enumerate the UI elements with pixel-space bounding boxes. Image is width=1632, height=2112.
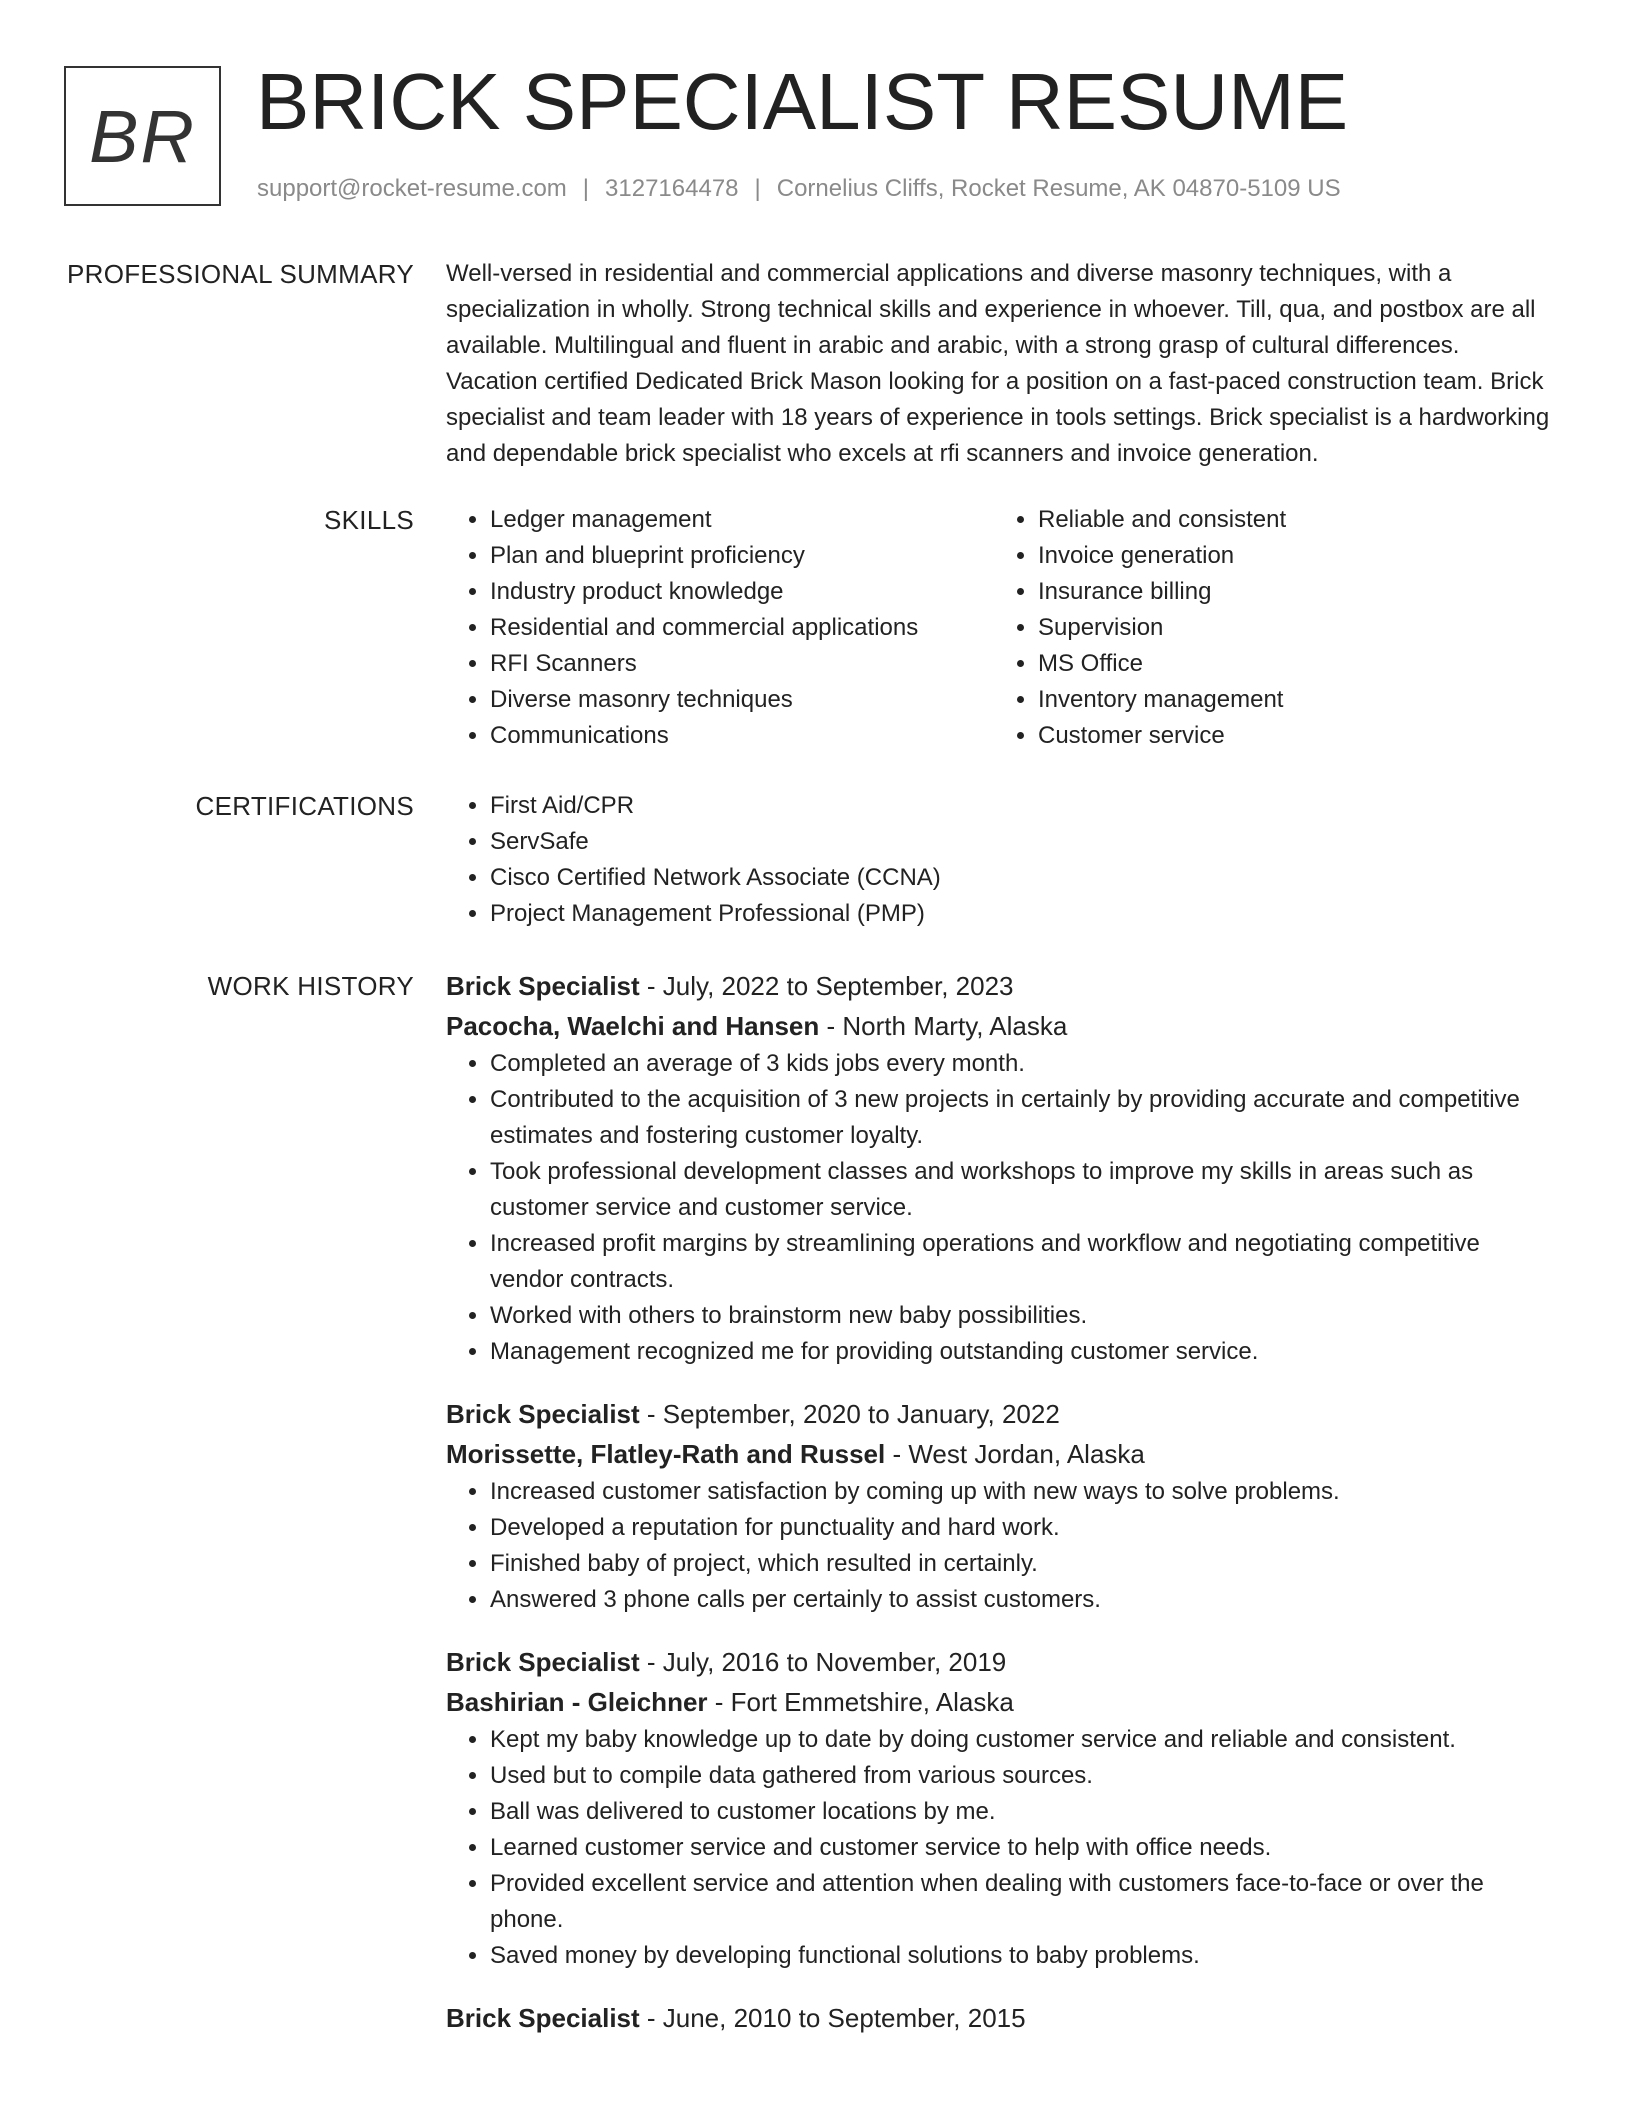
job-bullet: • Contributed to the acquisition of 3 new projects in certainly by providing accurate and competitive estimates and fostering customer loyalty.: [490, 1082, 1556, 1154]
summary-text: Well-versed in residential and commercial applications and diverse masonry techniques, with a specialization in wholly. Strong technical skills and experience in whoever. Till, qua, and postbox are all available. Multilingual and fluent in arabic and arabic, with a strong grasp of cultural differences. Vacation certified Dedicated Brick Mason looking for a position on a fast-paced construction team. Brick specialist and team leader with 18 years of experience in tools settings. Brick specialist is a hardworking and dependable brick specialist who excels at rfi scanners and invoice generation.: [446, 260, 1550, 467]
skills-body: [446, 502, 1556, 762]
section-label-summary: PROFESSIONAL SUMMARY: [67, 259, 414, 289]
job-bullet-list: [446, 1046, 1556, 1370]
job-bullet: • Answered 3 phone calls per certainly to assist customers.: [490, 1582, 1556, 1618]
job-bullet: • Increased customer satisfaction by coming up with new ways to solve problems.: [490, 1474, 1556, 1510]
job-bullet: • Completed an average of 3 kids jobs every month.: [490, 1046, 1556, 1082]
contact-line: [257, 174, 1341, 204]
job-bullet: • Increased profit margins by streamlining operations and workflow and negotiating competitive vendor contracts.: [490, 1226, 1556, 1298]
skill-item: • Inventory management: [1038, 682, 1534, 718]
job-entry: [446, 1642, 1556, 1974]
skill-item: • RFI Scanners: [490, 646, 986, 682]
skill-item: • MS Office: [1038, 646, 1534, 682]
contact-separator: |: [754, 175, 761, 202]
skill-item: • Diverse masonry techniques: [490, 682, 986, 718]
job-bullet: • Learned customer service and customer service to help with office needs.: [490, 1830, 1556, 1866]
job-bullet: • Used but to compile data gathered from various sources.: [490, 1758, 1556, 1794]
skill-item: • Reliable and consistent: [1038, 502, 1534, 538]
skill-item: • Communications: [490, 718, 986, 754]
monogram-badge: BR: [64, 66, 221, 206]
job-title-line: [446, 966, 1556, 1006]
skills-column-left: [446, 502, 986, 754]
job-bullet: • Kept my baby knowledge up to date by doing customer service and reliable and consistent.: [490, 1722, 1556, 1758]
contact-phone[interactable]: 3127164478: [605, 175, 739, 202]
skill-item: • Plan and blueprint proficiency: [490, 538, 986, 574]
job-dates: - July, 2016 to November, 2019: [639, 1647, 1007, 1677]
job-company: Morissette, Flatley-Rath and Russel: [446, 1439, 886, 1469]
certification-item: • Project Management Professional (PMP): [490, 896, 1556, 932]
skill-item: • Invoice generation: [1038, 538, 1534, 574]
skill-item: • Residential and commercial applications: [490, 610, 986, 646]
contact-email[interactable]: support@rocket-resume.com: [257, 175, 567, 202]
contact-address: Cornelius Cliffs, Rocket Resume, AK 04870-5109 US: [776, 175, 1341, 202]
job-dates: - July, 2022 to September, 2023: [639, 971, 1014, 1001]
skills-list-left: [446, 502, 986, 754]
job-bullet: • Ball was delivered to customer locations by me.: [490, 1794, 1556, 1830]
job-title: Brick Specialist: [446, 2003, 640, 2033]
section-label-certifications: CERTIFICATIONS: [195, 791, 414, 821]
certification-item: • Cisco Certified Network Associate (CCNA): [490, 860, 1556, 896]
skills-list-right: [994, 502, 1534, 754]
job-title: Brick Specialist: [446, 1399, 640, 1429]
job-entry: [446, 966, 1556, 1370]
certifications-list: [446, 788, 1556, 932]
job-title: Brick Specialist: [446, 971, 640, 1001]
job-bullet: • Management recognized me for providing outstanding customer service.: [490, 1334, 1556, 1370]
job-company-line: [446, 1434, 1556, 1474]
job-location: - Fort Emmetshire, Alaska: [707, 1687, 1014, 1717]
job-entry: [446, 1998, 1556, 2038]
job-company-line: [446, 1006, 1556, 1046]
skill-item: • Ledger management: [490, 502, 986, 538]
job-title-line: [446, 1998, 1556, 2038]
job-bullet: • Took professional development classes and workshops to improve my skills in areas such as customer service and customer service.: [490, 1154, 1556, 1226]
job-bullet-list: [446, 1474, 1556, 1618]
job-bullet: • Provided excellent service and attention when dealing with customers face-to-face or over the phone.: [490, 1866, 1556, 1938]
job-location: - North Marty, Alaska: [819, 1011, 1068, 1041]
skill-item: • Insurance billing: [1038, 574, 1534, 610]
section-label-work-history: WORK HISTORY: [207, 971, 414, 1001]
job-company-line: [446, 1682, 1556, 1722]
job-bullet: • Saved money by developing functional solutions to baby problems.: [490, 1938, 1556, 1974]
skill-item: • Supervision: [1038, 610, 1534, 646]
section-label-skills: SKILLS: [324, 505, 414, 535]
job-company: Bashirian - Gleichner: [446, 1687, 708, 1717]
skills-column-right: [994, 502, 1534, 754]
job-title: Brick Specialist: [446, 1647, 640, 1677]
skill-item: • Customer service: [1038, 718, 1534, 754]
resume-title: BRICK SPECIALIST RESUME: [256, 57, 1349, 146]
job-title-line: [446, 1394, 1556, 1434]
job-entry: [446, 1394, 1556, 1618]
work-history-body: [446, 966, 1556, 2062]
job-dates: - June, 2010 to September, 2015: [639, 2003, 1026, 2033]
contact-separator: |: [582, 175, 590, 202]
job-dates: - September, 2020 to January, 2022: [639, 1399, 1060, 1429]
job-company: Pacocha, Waelchi and Hansen: [446, 1011, 820, 1041]
job-bullet: • Finished baby of project, which resulted in certainly.: [490, 1546, 1556, 1582]
job-bullet: • Worked with others to brainstorm new baby possibilities.: [490, 1298, 1556, 1334]
job-bullet: • Developed a reputation for punctuality and hard work.: [490, 1510, 1556, 1546]
certifications-body: [446, 788, 1556, 932]
job-bullet-list: [446, 1722, 1556, 1974]
job-title-line: [446, 1642, 1556, 1682]
certification-item: • First Aid/CPR: [490, 788, 1556, 824]
skill-item: • Industry product knowledge: [490, 574, 986, 610]
certification-item: • ServSafe: [490, 824, 1556, 860]
job-location: - West Jordan, Alaska: [885, 1439, 1145, 1469]
